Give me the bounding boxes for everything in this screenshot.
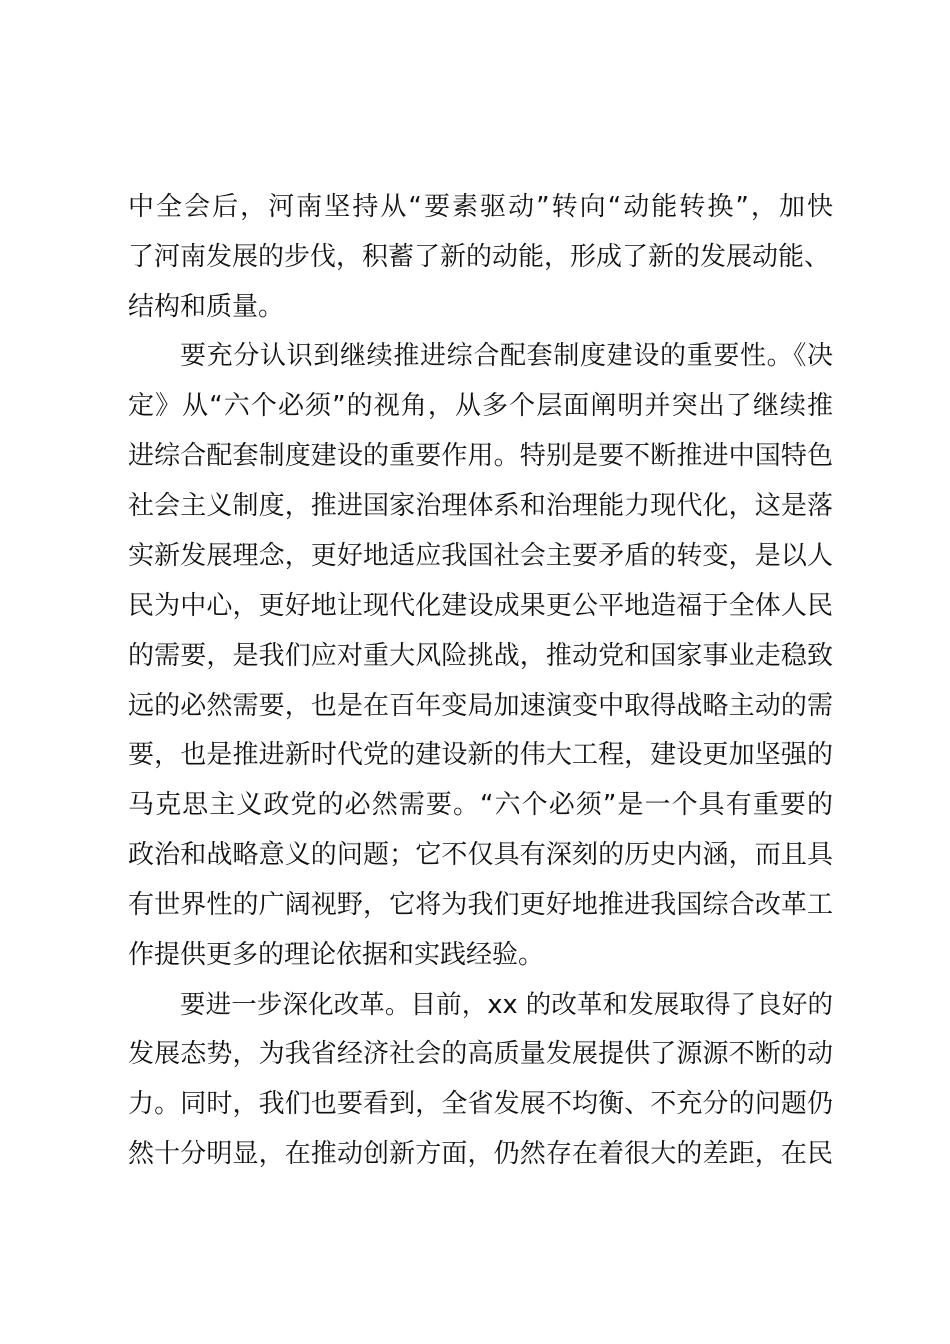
text-line: 作提供更多的理论依据和实践经验。: [128, 940, 545, 970]
text-line: 政治和战略意义的问题；它不仅具有深刻的历史内涵，而且具: [128, 840, 833, 870]
text-line: 要充分认识到继续推进综合配套制度建设的重要性。《决: [180, 341, 833, 371]
text-line: 力。同时，我们也要看到，全省发展不均衡、不充分的问题仍: [128, 1089, 833, 1119]
text-line: 定》从“六个必须”的视角，从多个层面阐明并突出了继续推: [128, 391, 833, 421]
text-line: 民为中心，更好地让现代化建设成果更公平地造福于全体人民: [128, 591, 833, 621]
text-line: 然十分明显，在推动创新方面，仍然存在着很大的差距，在民: [128, 1139, 833, 1169]
text-line: 远的必然需要，也是在百年变局加速演变中取得战略主动的需: [128, 691, 833, 721]
text-line: 有世界性的广阔视野，它将为我们更好地推进我国综合改革工: [128, 890, 833, 920]
text-line: 发展态势，为我省经济社会的高质量发展提供了源源不断的动: [128, 1039, 833, 1069]
text-line: 社会主义制度，推进国家治理体系和治理能力现代化，这是落: [128, 491, 833, 521]
text-line: 中全会后，河南坚持从“要素驱动”转向“动能转换”，加快: [128, 192, 833, 222]
text-line: 实新发展理念，更好地适应我国社会主要矛盾的转变，是以人: [128, 541, 833, 571]
text-line: 要，也是推进新时代党的建设新的伟大工程，建设更加坚强的: [128, 740, 833, 770]
text-line: 结构和质量。: [128, 292, 285, 322]
text-line: 马克思主义政党的必然需要。“六个必须”是一个具有重要的: [128, 790, 833, 820]
text-line: 了河南发展的步伐，积蓄了新的动能，形成了新的发展动能、: [128, 242, 831, 272]
text-line: 要进一步深化改革。目前，xx 的改革和发展取得了良好的: [180, 990, 833, 1020]
text-line: 进综合配套制度建设的重要作用。特别是要不断推进中国特色: [128, 441, 833, 471]
text-line: 的需要，是我们应对重大风险挑战，推动党和国家事业走稳致: [128, 641, 833, 671]
